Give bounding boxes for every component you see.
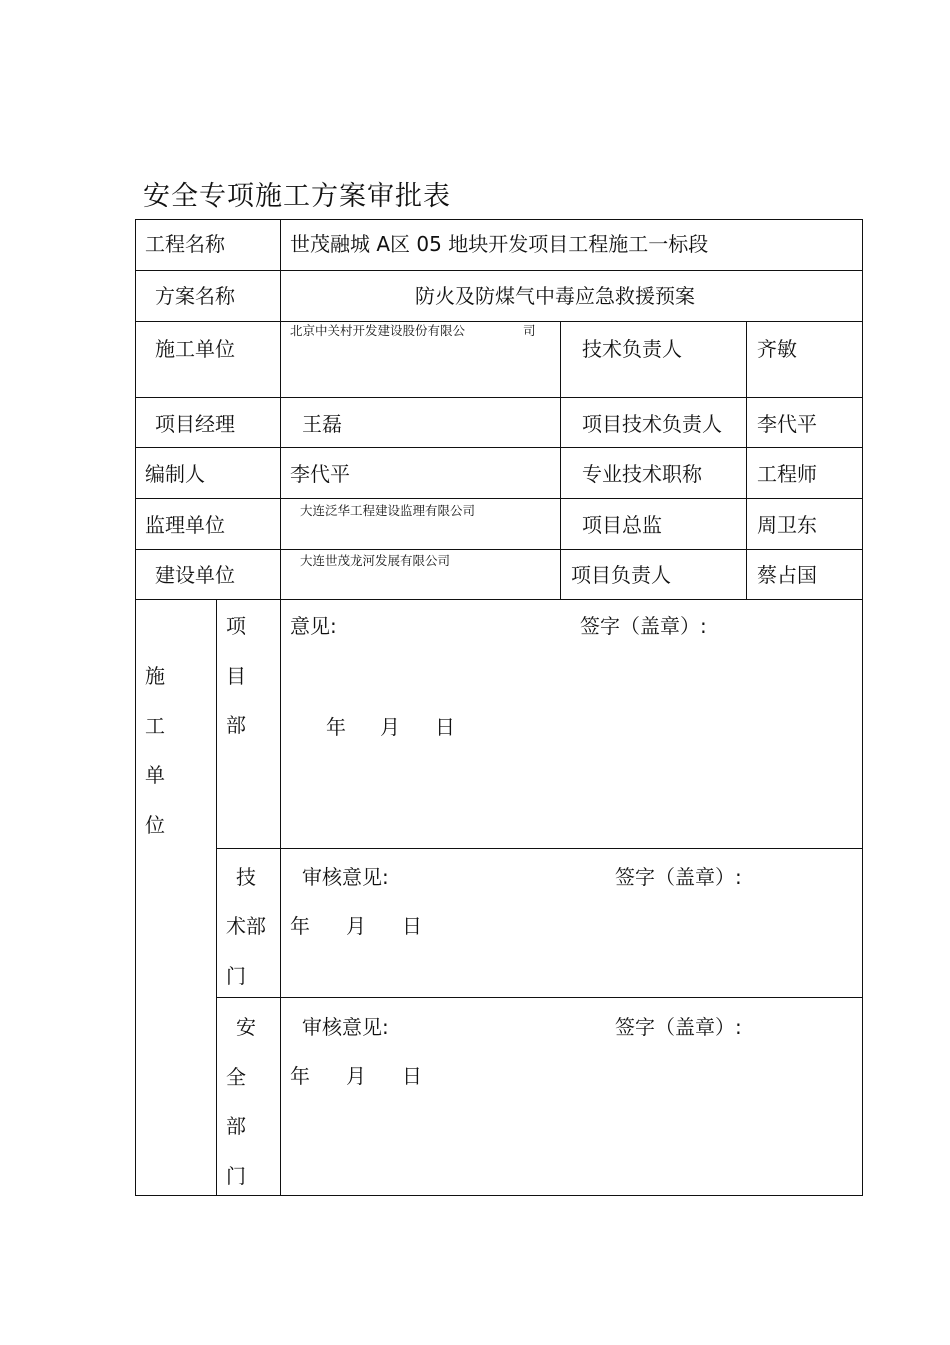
row-divider [136, 549, 863, 550]
safety-dept-day: 日 [402, 1064, 422, 1088]
project-manager-label: 项目经理 [155, 412, 235, 436]
row-divider [136, 321, 863, 322]
safety-dept-signature-label: 签字（盖章）: [615, 1015, 742, 1039]
project-dept-year: 年 [326, 715, 346, 739]
tech-dept-day: 日 [402, 914, 422, 938]
safety-dept-label: 安 全 部 门 [226, 1015, 256, 1188]
col-divider [216, 599, 217, 1196]
tech-lead-value: 齐敏 [757, 337, 797, 361]
safety-dept-month: 月 [346, 1064, 366, 1088]
project-tech-lead-label: 项目技术负责人 [582, 412, 722, 436]
project-dept-signature-label: 签字（盖章）: [580, 614, 707, 638]
row-divider [216, 848, 863, 849]
project-dept-day: 日 [435, 715, 455, 739]
col-divider [280, 220, 281, 599]
compiler-label: 编制人 [145, 462, 205, 486]
tech-dept-signature-label: 签字（盖章）: [615, 865, 742, 889]
tech-dept-year: 年 [290, 914, 310, 938]
project-tech-lead-value: 李代平 [757, 412, 817, 436]
developer-lead-label: 项目负责人 [571, 563, 671, 587]
row-divider [136, 447, 863, 448]
professional-title-value: 工程师 [757, 462, 817, 486]
tech-lead-label: 技术负责人 [582, 337, 682, 361]
col-divider [746, 321, 747, 599]
row-divider [136, 397, 863, 398]
row-divider [136, 599, 863, 600]
developer-value: 大连世茂龙河发展有限公司 [300, 553, 451, 568]
project-name-value: 世茂融城 A区 05 地块开发项目工程施工一标段 [290, 232, 709, 256]
supervision-unit-label: 监理单位 [145, 513, 225, 537]
developer-label: 建设单位 [155, 563, 235, 587]
project-dept-month: 月 [380, 715, 400, 739]
row-divider [136, 498, 863, 499]
row-divider [216, 997, 863, 998]
project-dept-opinion-label: 意见: [290, 614, 337, 638]
developer-lead-value: 蔡占国 [757, 563, 817, 587]
tech-dept-label: 技 术部 门 [226, 865, 266, 988]
project-dept-label: 项 目 部 [226, 614, 246, 737]
approval-table [135, 219, 863, 1196]
safety-dept-year: 年 [290, 1064, 310, 1088]
chief-supervisor-label: 项目总监 [582, 513, 662, 537]
plan-name-value: 防火及防煤气中毒应急救援预案 [415, 284, 695, 308]
project-manager-value: 王磊 [302, 412, 342, 436]
construction-unit-label: 施工单位 [155, 337, 235, 361]
professional-title-label: 专业技术职称 [582, 462, 702, 486]
tech-dept-opinion-label: 审核意见: [302, 865, 389, 889]
tech-dept-month: 月 [346, 914, 366, 938]
page-title: 安全专项施工方案审批表 [143, 181, 451, 212]
chief-supervisor-value: 周卫东 [757, 513, 817, 537]
project-name-label: 工程名称 [145, 232, 225, 256]
compiler-value: 李代平 [290, 462, 350, 486]
plan-name-label: 方案名称 [155, 284, 235, 308]
construction-unit-value: 北京中关村开发建设股份有限公 [290, 323, 466, 338]
row-divider [136, 270, 863, 271]
col-divider [560, 321, 561, 599]
col-divider [280, 599, 281, 1196]
supervision-unit-value: 大连泛华工程建设监理有限公司 [300, 503, 476, 518]
construction-unit-vertical-label: 施 工 单 位 [145, 664, 165, 837]
construction-unit-value-tail: 司 [523, 323, 536, 338]
safety-dept-opinion-label: 审核意见: [302, 1015, 389, 1039]
